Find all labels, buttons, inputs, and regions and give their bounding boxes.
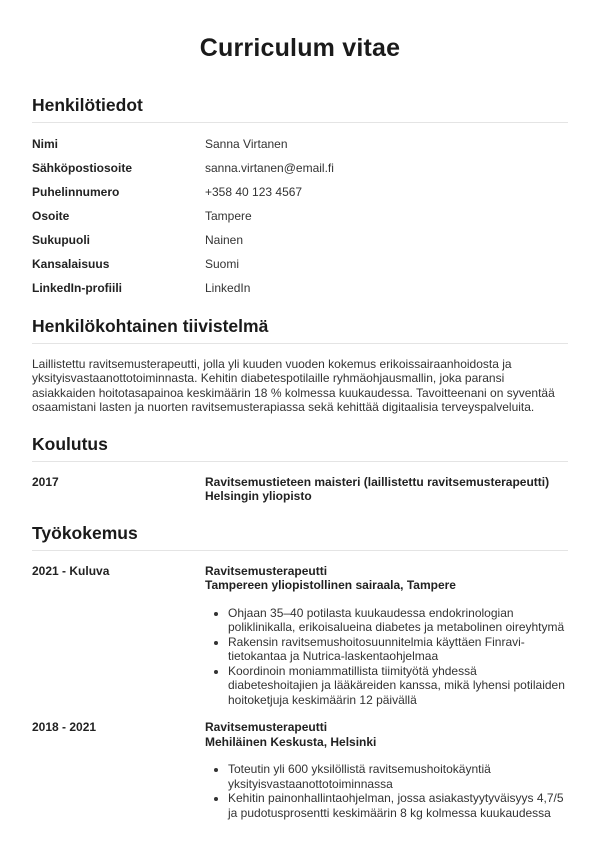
info-row-address <box>32 209 568 224</box>
info-row-name <box>32 137 568 152</box>
job-head-previous <box>205 720 568 749</box>
section-summary <box>32 316 568 415</box>
info-value-email: sanna.virtanen@email.fi <box>205 161 334 175</box>
job-organization-previous: Mehiläinen Keskusta, Helsinki <box>205 734 377 749</box>
info-value-name: Sanna Virtanen <box>205 137 288 151</box>
job-bullet: • Rakensin ravitsemushoitosuunnitelmia käyttäen Finravi-tietokantaa ja Nutrica-laskentaohjelmaa <box>228 635 568 664</box>
job-bullet-list-current <box>205 606 568 708</box>
job-details-current <box>205 564 568 708</box>
info-value-linkedin: LinkedIn <box>205 281 251 295</box>
job-bullet: • Toteutin yli 600 yksilöllistä ravitsemushoitokäyntiä yksityisvastaanottotoiminnassa <box>228 762 568 791</box>
education-institution: Helsingin yliopisto <box>205 489 312 503</box>
job-bullet: • Koordinoin moniammatillista tiimityötä yhdessä diabeteshoitajien ja lääkäreiden kanssa, mikä lyhensi potilaiden hoitoketjuja keskimäärin 12 päivällä <box>228 664 568 708</box>
job-bullet: • Kehitin painonhallintaohjelman, jossa asiakastyytyväisyys 4,7/5 ja pudotusprosentti keskimäärin 8 kg kolmessa kuukaudessa <box>228 791 568 820</box>
experience-entry-previous <box>32 720 568 820</box>
personal-info-grid <box>32 137 568 296</box>
info-value-gender: Nainen <box>205 233 244 247</box>
info-label-nationality: Kansalaisuus <box>32 257 110 271</box>
info-row-nationality <box>32 257 568 272</box>
job-organization-current: Tampereen yliopistollinen sairaala, Tampere <box>205 578 456 592</box>
section-personal-info <box>32 95 568 296</box>
info-row-gender <box>32 233 568 248</box>
experience-entry-current <box>32 564 568 708</box>
info-label-email: Sähköpostiosoite <box>32 161 133 175</box>
section-experience <box>32 523 568 821</box>
info-label-phone: Puhelinnumero <box>32 185 120 199</box>
job-details-previous <box>205 720 568 820</box>
info-value-phone: +358 40 123 4567 <box>205 185 303 199</box>
summary-text: Laillistettu ravitsemusterapeutti, jolla yli kuuden vuoden kokemus erikoissairaanhoidosta ja yksityisvastaanottotoiminnasta. Kehitin diabetespotilaille ryhmäohjausmallin, joka paransi asiakkaiden hoitotasapainoa keskimäärin 18 % kolmessa kuukaudessa. Tavoitteenani on syventää osaamistani lasten ja nuorten ravitsemusterapiassa sekä kehittää digitaalisia terveyspalveluita. <box>32 356 555 414</box>
info-value-address: Tampere <box>205 209 252 223</box>
section-education <box>32 434 568 504</box>
job-title-previous: Ravitsemusterapeutti <box>205 720 328 734</box>
education-period: 2017 <box>32 474 59 489</box>
page-title: Curriculum vitae <box>199 34 401 62</box>
job-title-current: Ravitsemusterapeutti <box>205 563 328 578</box>
education-entry <box>32 475 568 504</box>
summary-heading: Henkilökohtainen tiivistelmä <box>32 316 568 344</box>
info-row-phone <box>32 185 568 200</box>
info-label-address: Osoite <box>32 209 70 223</box>
info-value-nationality: Suomi <box>205 257 240 271</box>
job-bullet: • Ohjaan 35–40 potilasta kuukaudessa endokrinologian poliklinikalla, erikoisalueina diabetes ja metabolinen oireyhtymä <box>228 606 568 635</box>
experience-heading: Työkokemus <box>32 523 568 551</box>
info-label-linkedin: LinkedIn-profiili <box>32 281 122 295</box>
info-row-email <box>32 161 568 176</box>
job-period-previous: 2018 - 2021 <box>32 720 97 734</box>
info-label-name: Nimi <box>32 137 59 151</box>
info-label-gender: Sukupuoli <box>32 233 90 247</box>
education-heading: Koulutus <box>32 434 568 462</box>
education-details <box>205 475 568 504</box>
info-row-linkedin <box>32 281 568 296</box>
education-degree: Ravitsemustieteen maisteri (laillistettu ravitsemusterapeutti) <box>205 474 550 489</box>
job-bullet-list-previous <box>205 762 568 820</box>
job-head-current <box>205 564 568 593</box>
personal-info-heading: Henkilötiedot <box>32 95 568 123</box>
job-period-current: 2021 - Kuluva <box>32 563 110 578</box>
